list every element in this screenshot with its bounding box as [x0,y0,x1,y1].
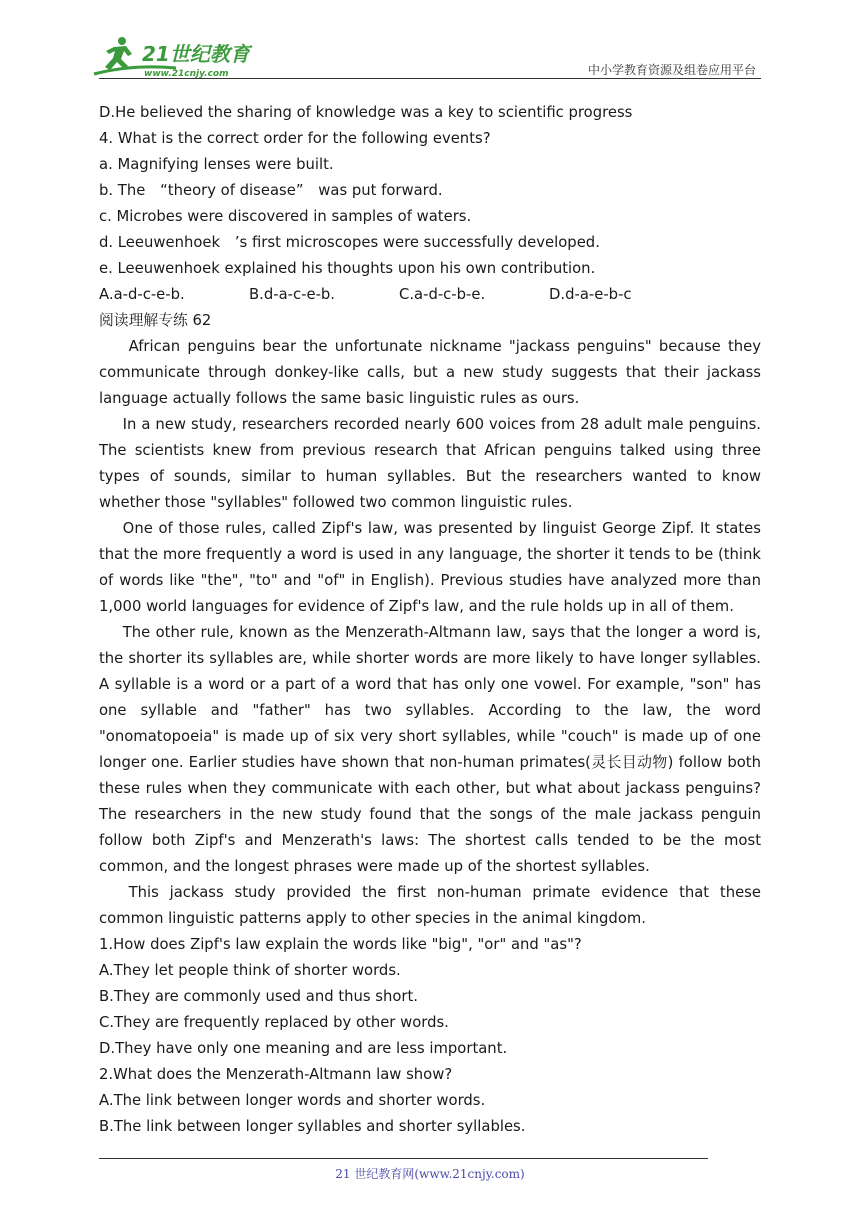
q1-option-d: D.They have only one meaning and are less important. [99,1040,508,1057]
section-title: 阅读理解专练 62 [99,312,212,329]
question-2-stem: 2.What does the Menzerath-Altmann law show? [99,1066,453,1083]
event-b: b. The “theory of disease” was put forward. [99,182,443,199]
logo [92,34,262,80]
q4-option-a: A.a-d-c-e-b. [99,286,185,303]
paragraph-1: African penguins bear the unfortunate nickname "jackass penguins" because they communicate through donkey-like calls, but a new study suggests that their jackass language actually follows the same basic linguistic rules as ours. [99,338,761,407]
header-divider [99,78,761,79]
q1-option-c: C.They are frequently replaced by other words. [99,1014,449,1031]
question-4-options [99,282,761,308]
runner-icon [105,37,132,70]
q2-option-a: A.The link between longer words and shorter words. [99,1092,486,1109]
question-4-stem: 4. What is the correct order for the following events? [99,130,491,147]
document-body [99,100,761,1140]
paragraph-4: The other rule, known as the Menzerath-Altmann law, says that the longer a word is, the shorter its syllables are, while shorter words are more likely to have longer syllables. A syllable is a word or a part of a word that has only one vowel. For example, "son" has one syllable and "father" has two syllables. According to the law, the word "onomatopoeia" is made up of six very short syllables, while "couch" is made up of one longer one. Earlier studies have shown that non-human primates(灵长目动物) follow both these rules when they communicate with each other, but what about jackass penguins? The researchers in the new study found that the songs of the male jackass penguin follow both Zipf's and Menzerath's laws: The shortest calls tended to be the most common, and the longest phrases were made up of the shortest syllables. [99,624,761,875]
logo-url: www.21cnjy.com [144,69,229,79]
event-e: e. Leeuwenhoek explained his thoughts upon his own contribution. [99,260,596,277]
paragraph-5: This jackass study provided the first non-human primate evidence that these common linguistic patterns apply to other species in the animal kingdom. [99,884,761,927]
q1-option-a: A.They let people think of shorter words. [99,962,401,979]
event-d: d. Leeuwenhoek ’s first microscopes were successfully developed. [99,234,600,251]
platform-name: 中小学教育资源及组卷应用平台 [587,63,756,77]
logo-text: 21世纪教育 [142,42,250,66]
event-a: a. Magnifying lenses were built. [99,156,334,173]
event-c: c. Microbes were discovered in samples of waters. [99,208,472,225]
footer-divider [99,1158,708,1159]
q4-option-d: D.d-a-e-b-c [549,286,632,303]
paragraph-2: In a new study, researchers recorded nearly 600 voices from 28 adult male penguins. The scientists knew from previous research that African penguins talked using three types of sounds, similar to human syllables. But the researchers wanted to know whether those "syllables" followed two common linguistic rules. [99,416,761,511]
q1-option-b: B.They are commonly used and thus short. [99,988,419,1005]
paragraph-3: One of those rules, called Zipf's law, was presented by linguist George Zipf. It states that the more frequently a word is used in any language, the shorter it tends to be (think of words like "the", "to" and "of" in English). Previous studies have analyzed more than 1,000 world languages for evidence of Zipf's law, and the rule holds up in all of them. [99,520,761,615]
q2-option-b: B.The link between longer syllables and shorter syllables. [99,1118,526,1135]
page-footer: 21 世纪教育网(www.21cnjy.com) [335,1167,525,1181]
page-header [0,0,860,90]
q4-option-c: C.a-d-c-b-e. [399,286,486,303]
question-1-stem: 1.How does Zipf's law explain the words like "big", "or" and "as"? [99,936,582,953]
q4-option-b: B.d-a-c-e-b. [249,286,336,303]
prev-option-d: D.He believed the sharing of knowledge was a key to scientific progress [99,104,633,121]
